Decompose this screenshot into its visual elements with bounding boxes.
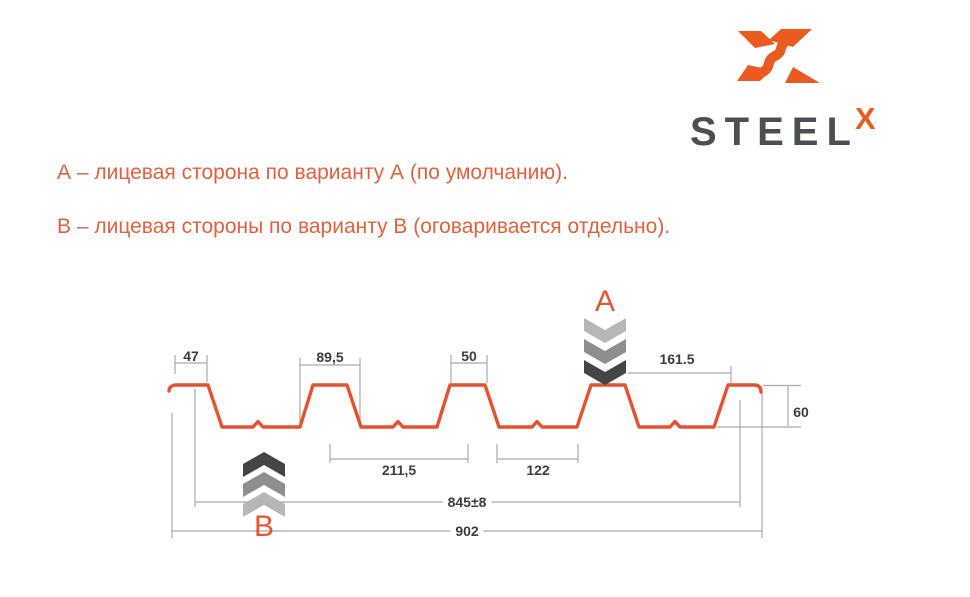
note-variant-b: В – лицевая стороны по варианту В (оговаривается отдельно). — [57, 215, 671, 238]
note-variant-a: А – лицевая сторона по варианту А (по умолчанию). — [57, 161, 568, 184]
brand-superscript-x: X — [855, 101, 876, 136]
sheet-profile-outline — [169, 385, 761, 427]
profile-section-drawing — [150, 270, 830, 560]
side-b-marker — [243, 452, 285, 517]
chevron-down-icon — [584, 318, 626, 343]
brand-name: STEEL — [690, 110, 859, 154]
dim-edge-flange: 47 — [183, 348, 199, 364]
side-a-label: А — [594, 285, 616, 318]
side-b-label: В — [253, 510, 275, 543]
logo-arm-top-right — [769, 29, 812, 47]
dim-valley: 122 — [526, 462, 550, 478]
logo-arm-top-left — [738, 31, 775, 48]
dim-rib-base: 89,5 — [316, 349, 344, 365]
dim-height: 60 — [793, 404, 809, 420]
dim-overall-width: 902 — [450, 523, 483, 539]
dim-rib-top: 50 — [461, 348, 477, 364]
dim-edge-module: 161.5 — [659, 351, 695, 367]
steelx-x-monogram-icon — [736, 29, 828, 87]
dim-working-width: 845±8 — [443, 494, 492, 510]
logo-arm-bottom-right — [785, 67, 820, 83]
dim-pitch: 211,5 — [381, 462, 417, 478]
side-a-marker — [584, 318, 626, 385]
